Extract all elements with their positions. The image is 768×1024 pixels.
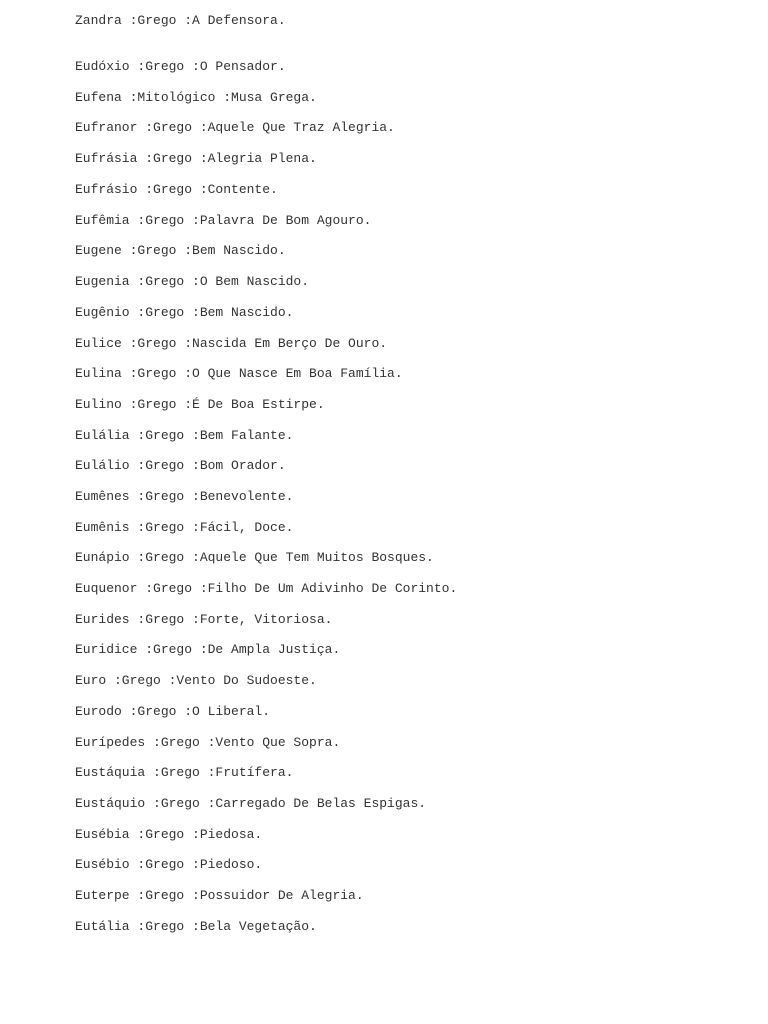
name-entry: Eugene :Grego :Bem Nascido. [75,243,286,258]
name-entry: Eufena :Mitológico :Musa Grega. [75,90,317,105]
name-entry: Eufrásia :Grego :Alegria Plena. [75,151,317,166]
name-entry: Eulálio :Grego :Bom Orador. [75,458,286,473]
name-entry: Eufêmia :Grego :Palavra De Bom Agouro. [75,213,372,228]
name-entry: Eudóxio :Grego :O Pensador. [75,59,286,74]
name-entry: Eusébia :Grego :Piedosa. [75,827,263,842]
name-entry: Eurides :Grego :Forte, Vitoriosa. [75,612,333,627]
name-entry: Eulino :Grego :É De Boa Estirpe. [75,397,325,412]
name-entry: Eustáquio :Grego :Carregado De Belas Espigas. [75,796,427,811]
name-entry: Eugênio :Grego :Bem Nascido. [75,305,294,320]
name-entry: Eurípedes :Grego :Vento Que Sopra. [75,735,341,750]
name-entry: Euridice :Grego :De Ampla Justiça. [75,642,341,657]
name-entry: Eulice :Grego :Nascida Em Berço De Ouro. [75,336,388,351]
name-entry: Eustáquia :Grego :Frutífera. [75,765,294,780]
name-entry: Euquenor :Grego :Filho De Um Adivinho De Corinto. [75,581,458,596]
name-entry: Eulina :Grego :O Que Nasce Em Boa Família. [75,366,403,381]
name-entry: Euterpe :Grego :Possuidor De Alegria. [75,888,364,903]
name-entry: Eusébio :Grego :Piedoso. [75,857,263,872]
name-entry: Eufranor :Grego :Aquele Que Traz Alegria. [75,120,395,135]
name-entry: Eulália :Grego :Bem Falante. [75,428,294,443]
name-entry: Eumênis :Grego :Fácil, Doce. [75,520,294,535]
name-entry: Eumênes :Grego :Benevolente. [75,489,294,504]
name-entry: Eufrásio :Grego :Contente. [75,182,278,197]
name-entry: Zandra :Grego :A Defensora. [75,13,286,28]
name-entry: Eutália :Grego :Bela Vegetação. [75,919,317,934]
name-entry: Euro :Grego :Vento Do Sudoeste. [75,673,317,688]
name-entry: Eugenia :Grego :O Bem Nascido. [75,274,310,289]
name-entry: Eurodo :Grego :O Liberal. [75,704,271,719]
name-entry: Eunápio :Grego :Aquele Que Tem Muitos Bosques. [75,550,434,565]
